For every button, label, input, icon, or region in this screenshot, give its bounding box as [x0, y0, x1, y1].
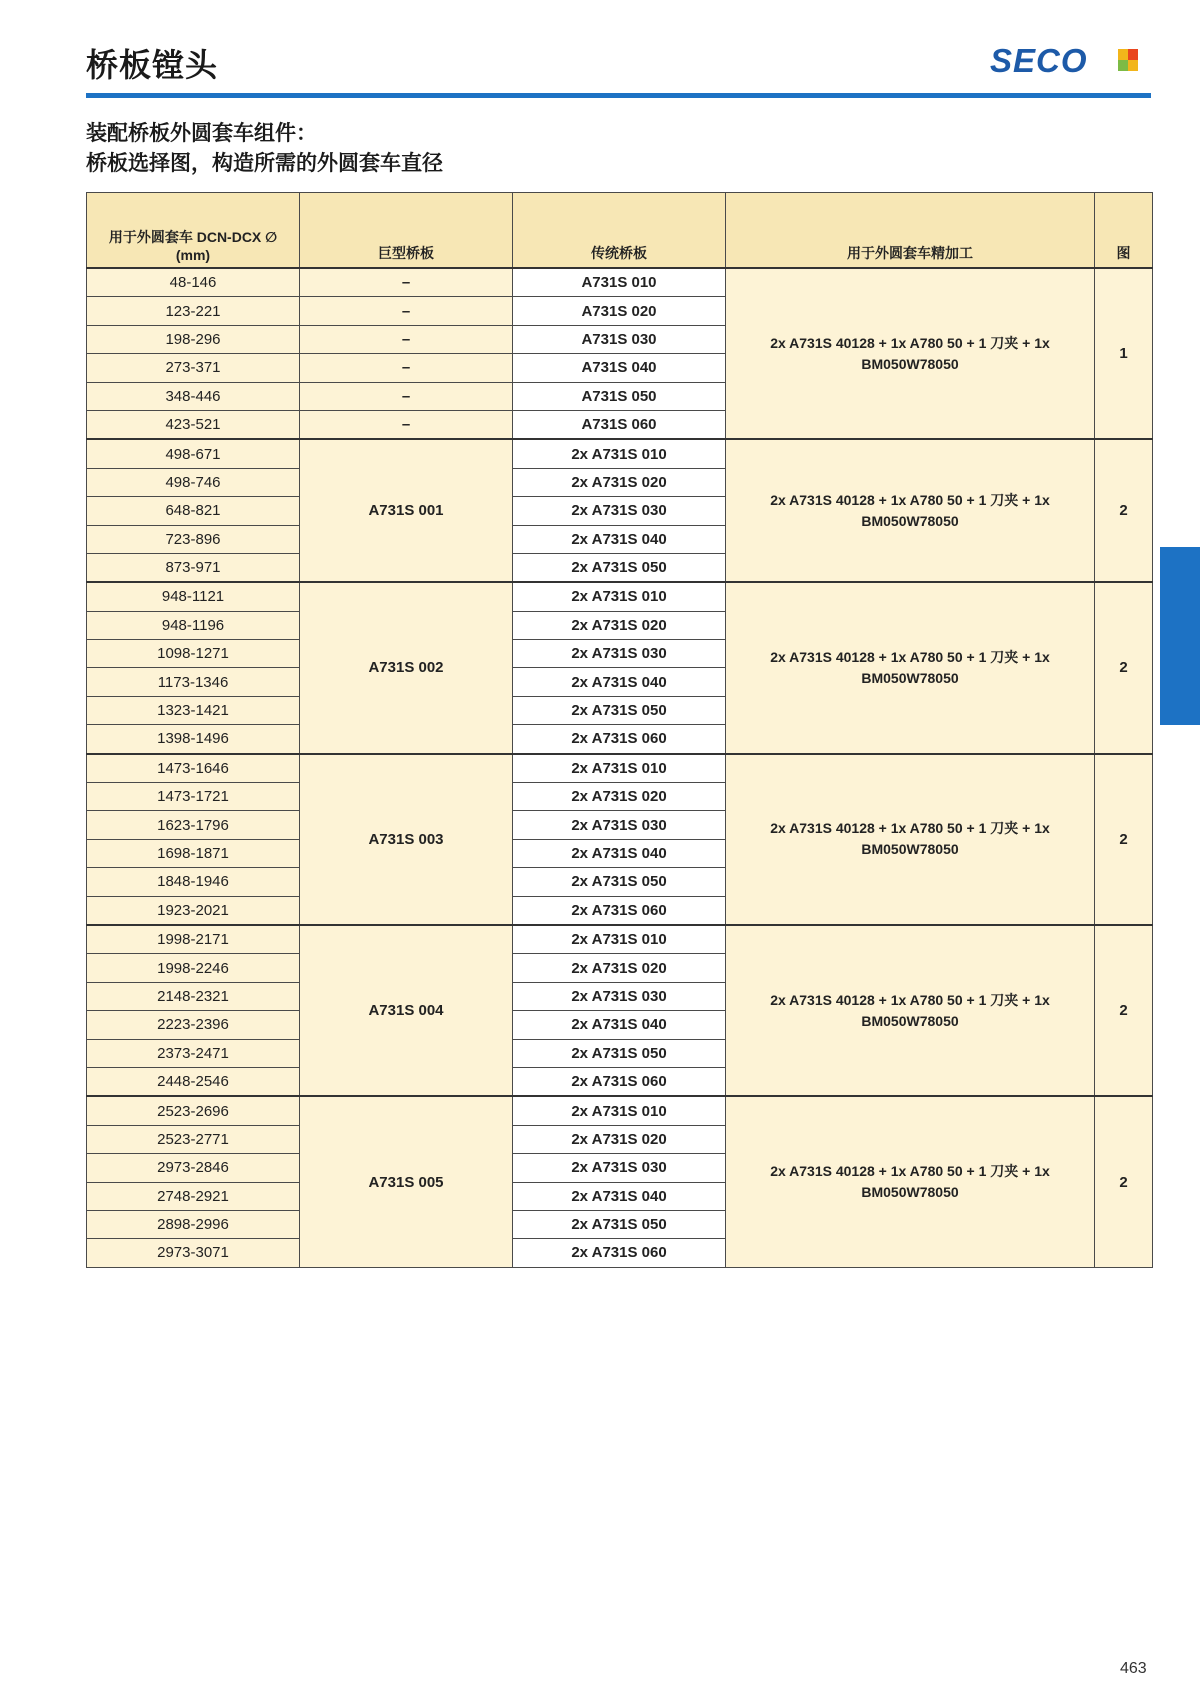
range-cell: 1173-1346 [87, 668, 300, 696]
conventional-bridge-cell: 2x A731S 030 [513, 982, 726, 1010]
range-cell: 1473-1721 [87, 783, 300, 811]
conventional-bridge-cell: 2x A731S 020 [513, 954, 726, 982]
finishing-line-2: BM050W78050 [861, 1012, 959, 1029]
header-range-label: 用于外圆套车 DCN-DCX ∅ [108, 229, 278, 245]
range-cell: 498-746 [87, 468, 300, 496]
range-cell: 1398-1496 [87, 725, 300, 754]
conventional-bridge-cell: 2x A731S 010 [513, 1096, 726, 1125]
conventional-bridge-cell: 2x A731S 020 [513, 783, 726, 811]
table-row [87, 439, 1153, 468]
logo-text: SECO [990, 42, 1088, 79]
finishing-line-1: 2x A731S 40128 + 1x A780 50 + 1 刀夹 + 1x [770, 1163, 1050, 1179]
range-cell: 1923-2021 [87, 896, 300, 925]
range-cell: 2973-3071 [87, 1239, 300, 1267]
conventional-bridge-cell: 2x A731S 030 [513, 497, 726, 525]
figure-cell: 2 [1095, 582, 1153, 753]
conventional-bridge-cell: 2x A731S 020 [513, 611, 726, 639]
conventional-bridge-cell: 2x A731S 010 [513, 754, 726, 783]
range-cell: 1998-2246 [87, 954, 300, 982]
giant-bridge-cell: A731S 003 [300, 754, 513, 925]
giant-bridge-cell: – [300, 297, 513, 325]
header-finishing: 用于外圆套车精加工 [726, 193, 1095, 269]
conventional-bridge-cell: 2x A731S 040 [513, 668, 726, 696]
finishing-cell [726, 582, 1095, 753]
conventional-bridge-cell: 2x A731S 010 [513, 582, 726, 611]
table-row [87, 268, 1153, 297]
range-cell: 1473-1646 [87, 754, 300, 783]
finishing-cell [726, 925, 1095, 1096]
conventional-bridge-cell: 2x A731S 040 [513, 525, 726, 553]
conventional-bridge-cell: 2x A731S 020 [513, 1125, 726, 1153]
finishing-line-2: BM050W78050 [861, 1184, 959, 1200]
conventional-bridge-cell: 2x A731S 020 [513, 468, 726, 496]
range-cell: 1698-1871 [87, 839, 300, 867]
range-cell: 2523-2771 [87, 1125, 300, 1153]
finishing-line-1: 2x A731S 40128 + 1x A780 50 + 1 刀夹 + 1x [770, 991, 1050, 1008]
conventional-bridge-cell: A731S 010 [513, 268, 726, 297]
finishing-cell [726, 268, 1095, 439]
range-cell: 348-446 [87, 382, 300, 410]
conventional-bridge-cell: 2x A731S 060 [513, 896, 726, 925]
header-range-unit: (mm) [175, 247, 211, 263]
giant-bridge-cell: A731S 002 [300, 582, 513, 753]
header-conventional-bridge: 传统桥板 [513, 193, 726, 269]
figure-cell: 2 [1095, 1096, 1153, 1267]
figure-cell: 2 [1095, 925, 1153, 1096]
range-cell: 273-371 [87, 354, 300, 382]
finishing-line-1: 2x A731S 40128 + 1x A780 50 + 1 刀夹 + 1x [770, 820, 1050, 837]
conventional-bridge-cell: 2x A731S 050 [513, 1039, 726, 1067]
range-cell: 1098-1271 [87, 640, 300, 668]
subtitle-line-1: 装配桥板外圆套车组件： [86, 120, 317, 145]
giant-bridge-cell: – [300, 410, 513, 439]
conventional-bridge-cell: A731S 060 [513, 410, 726, 439]
range-cell: 2898-2996 [87, 1210, 300, 1238]
logo-square-3 [1118, 60, 1128, 71]
finishing-line-1: 2x A731S 40128 + 1x A780 50 + 1 刀夹 + 1x [770, 491, 1050, 508]
header-range [87, 193, 300, 269]
range-cell: 1623-1796 [87, 811, 300, 839]
bridge-selection-table [86, 192, 1153, 1268]
conventional-bridge-cell: 2x A731S 010 [513, 925, 726, 954]
finishing-line-2: BM050W78050 [861, 669, 959, 686]
conventional-bridge-cell: 2x A731S 040 [513, 839, 726, 867]
conventional-bridge-cell: 2x A731S 050 [513, 1210, 726, 1238]
range-cell: 423-521 [87, 410, 300, 439]
conventional-bridge-cell: 2x A731S 060 [513, 1239, 726, 1267]
conventional-bridge-cell: 2x A731S 060 [513, 1067, 726, 1096]
conventional-bridge-cell: 2x A731S 010 [513, 439, 726, 468]
conventional-bridge-cell: 2x A731S 030 [513, 811, 726, 839]
conventional-bridge-cell: 2x A731S 050 [513, 553, 726, 582]
table-row [87, 925, 1153, 954]
table-row [87, 582, 1153, 611]
logo-square-4 [1128, 60, 1138, 71]
giant-bridge-cell: A731S 005 [300, 1096, 513, 1267]
side-tab [1160, 547, 1200, 725]
range-cell: 1323-1421 [87, 696, 300, 724]
range-cell: 1848-1946 [87, 868, 300, 896]
range-cell: 2223-2396 [87, 1011, 300, 1039]
table-row [87, 754, 1153, 783]
header-rule [86, 93, 1151, 98]
range-cell: 2373-2471 [87, 1039, 300, 1067]
header-giant-bridge: 巨型桥板 [300, 193, 513, 269]
logo-square-2 [1128, 49, 1138, 60]
range-cell: 1998-2171 [87, 925, 300, 954]
range-cell: 873-971 [87, 553, 300, 582]
conventional-bridge-cell: A731S 040 [513, 354, 726, 382]
range-cell: 48-146 [87, 268, 300, 297]
finishing-line-2: BM050W78050 [861, 355, 959, 372]
page-title: 桥板镗头 [86, 46, 219, 84]
seco-logo [990, 42, 1150, 80]
giant-bridge-cell: – [300, 268, 513, 297]
conventional-bridge-cell: A731S 030 [513, 325, 726, 353]
subtitle-line-2: 桥板选择图，构造所需的外圆套车直径 [86, 150, 443, 175]
finishing-cell [726, 1096, 1095, 1267]
logo-square-1 [1118, 49, 1128, 60]
finishing-cell [726, 439, 1095, 582]
conventional-bridge-cell: A731S 020 [513, 297, 726, 325]
page-number: 463 [1120, 1660, 1147, 1677]
range-cell: 723-896 [87, 525, 300, 553]
conventional-bridge-cell: 2x A731S 030 [513, 1154, 726, 1182]
range-cell: 2973-2846 [87, 1154, 300, 1182]
finishing-line-1: 2x A731S 40128 + 1x A780 50 + 1 刀夹 + 1x [770, 334, 1050, 351]
conventional-bridge-cell: 2x A731S 050 [513, 868, 726, 896]
range-cell: 2748-2921 [87, 1182, 300, 1210]
range-cell: 948-1196 [87, 611, 300, 639]
giant-bridge-cell: A731S 001 [300, 439, 513, 582]
conventional-bridge-cell: 2x A731S 030 [513, 640, 726, 668]
table-row [87, 1096, 1153, 1125]
conventional-bridge-cell: 2x A731S 040 [513, 1011, 726, 1039]
table-body [87, 268, 1153, 1267]
table-header-row [87, 193, 1153, 269]
range-cell: 2448-2546 [87, 1067, 300, 1096]
range-cell: 123-221 [87, 297, 300, 325]
conventional-bridge-cell: A731S 050 [513, 382, 726, 410]
finishing-cell [726, 754, 1095, 925]
range-cell: 2523-2696 [87, 1096, 300, 1125]
conventional-bridge-cell: 2x A731S 060 [513, 725, 726, 754]
header-figure: 图 [1095, 193, 1153, 269]
subtitle [86, 118, 443, 178]
giant-bridge-cell: – [300, 325, 513, 353]
range-cell: 498-671 [87, 439, 300, 468]
giant-bridge-cell: A731S 004 [300, 925, 513, 1096]
conventional-bridge-cell: 2x A731S 050 [513, 696, 726, 724]
finishing-line-1: 2x A731S 40128 + 1x A780 50 + 1 刀夹 + 1x [770, 648, 1050, 665]
conventional-bridge-cell: 2x A731S 040 [513, 1182, 726, 1210]
logo-mark-icon [1118, 49, 1138, 71]
finishing-line-2: BM050W78050 [861, 841, 959, 858]
range-cell: 648-821 [87, 497, 300, 525]
giant-bridge-cell: – [300, 354, 513, 382]
figure-cell: 1 [1095, 268, 1153, 439]
range-cell: 198-296 [87, 325, 300, 353]
range-cell: 2148-2321 [87, 982, 300, 1010]
finishing-line-2: BM050W78050 [861, 512, 959, 529]
range-cell: 948-1121 [87, 582, 300, 611]
figure-cell: 2 [1095, 754, 1153, 925]
giant-bridge-cell: – [300, 382, 513, 410]
figure-cell: 2 [1095, 439, 1153, 582]
